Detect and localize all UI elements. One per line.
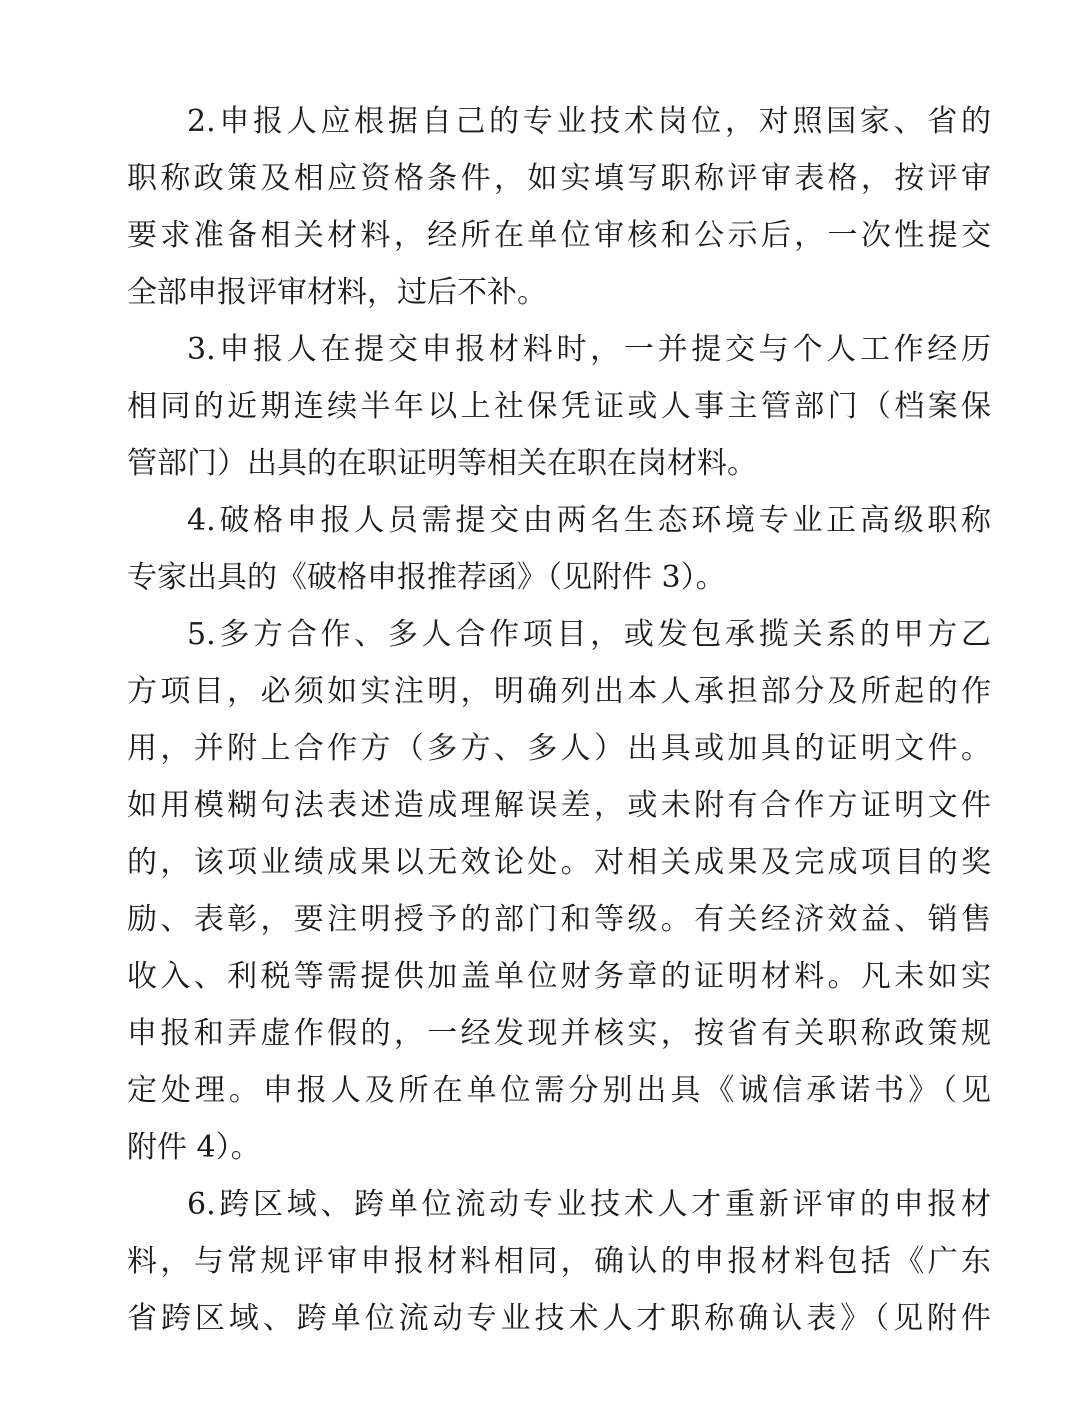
paragraph-5-line-8: 申报和弄虚作假的，一经发现并核实，按省有关职称政策规 bbox=[127, 1016, 991, 1051]
paragraph-2-line-1: 2.申报人应根据自己的专业技术岗位，对照国家、省的 bbox=[187, 104, 991, 139]
paragraph-6-line-2: 料，与常规评审申报材料相同，确认的申报材料包括《广东 bbox=[127, 1244, 991, 1279]
paragraph-5-line-10: 附件 4）。 bbox=[127, 1130, 261, 1165]
paragraph-4-line-2: 专家出具的《破格申报推荐函》（见附件 3）。 bbox=[127, 560, 726, 595]
paragraph-3-line-2: 相同的近期连续半年以上社保凭证或人事主管部门（档案保 bbox=[127, 389, 991, 424]
paragraph-5-line-9: 定处理。申报人及所在单位需分别出具《诚信承诺书》（见 bbox=[127, 1073, 991, 1108]
paragraph-6-line-3: 省跨区域、跨单位流动专业技术人才职称确认表》（见附件 bbox=[127, 1301, 991, 1336]
paragraph-2-line-3: 要求准备相关材料，经所在单位审核和公示后，一次性提交 bbox=[127, 218, 991, 253]
paragraph-5-line-7: 收入、利税等需提供加盖单位财务章的证明材料。凡未如实 bbox=[127, 959, 991, 994]
paragraph-5-line-4: 如用模糊句法表述造成理解误差，或未附有合作方证明文件 bbox=[127, 788, 991, 823]
paragraph-3-line-3: 管部门）出具的在职证明等相关在职在岗材料。 bbox=[127, 446, 757, 481]
paragraph-5-line-6: 励、表彰，要注明授予的部门和等级。有关经济效益、销售 bbox=[127, 902, 991, 937]
paragraph-2-line-4: 全部申报评审材料，过后不补。 bbox=[127, 275, 547, 310]
paragraph-2-line-2: 职称政策及相应资格条件，如实填写职称评审表格，按评审 bbox=[127, 161, 991, 196]
paragraph-3-line-1: 3.申报人在提交申报材料时，一并提交与个人工作经历 bbox=[187, 332, 991, 367]
paragraph-4-line-1: 4.破格申报人员需提交由两名生态环境专业正高级职称 bbox=[187, 503, 991, 538]
paragraph-5-line-1: 5.多方合作、多人合作项目，或发包承揽关系的甲方乙 bbox=[187, 617, 991, 652]
paragraph-5-line-3: 用，并附上合作方（多方、多人）出具或加具的证明文件。 bbox=[127, 731, 991, 766]
paragraph-5-line-2: 方项目，必须如实注明，明确列出本人承担部分及所起的作 bbox=[127, 674, 991, 709]
paragraph-6-line-1: 6.跨区域、跨单位流动专业技术人才重新评审的申报材 bbox=[187, 1187, 991, 1222]
paragraph-5-line-5: 的，该项业绩成果以无效论处。对相关成果及完成项目的奖 bbox=[127, 845, 991, 880]
